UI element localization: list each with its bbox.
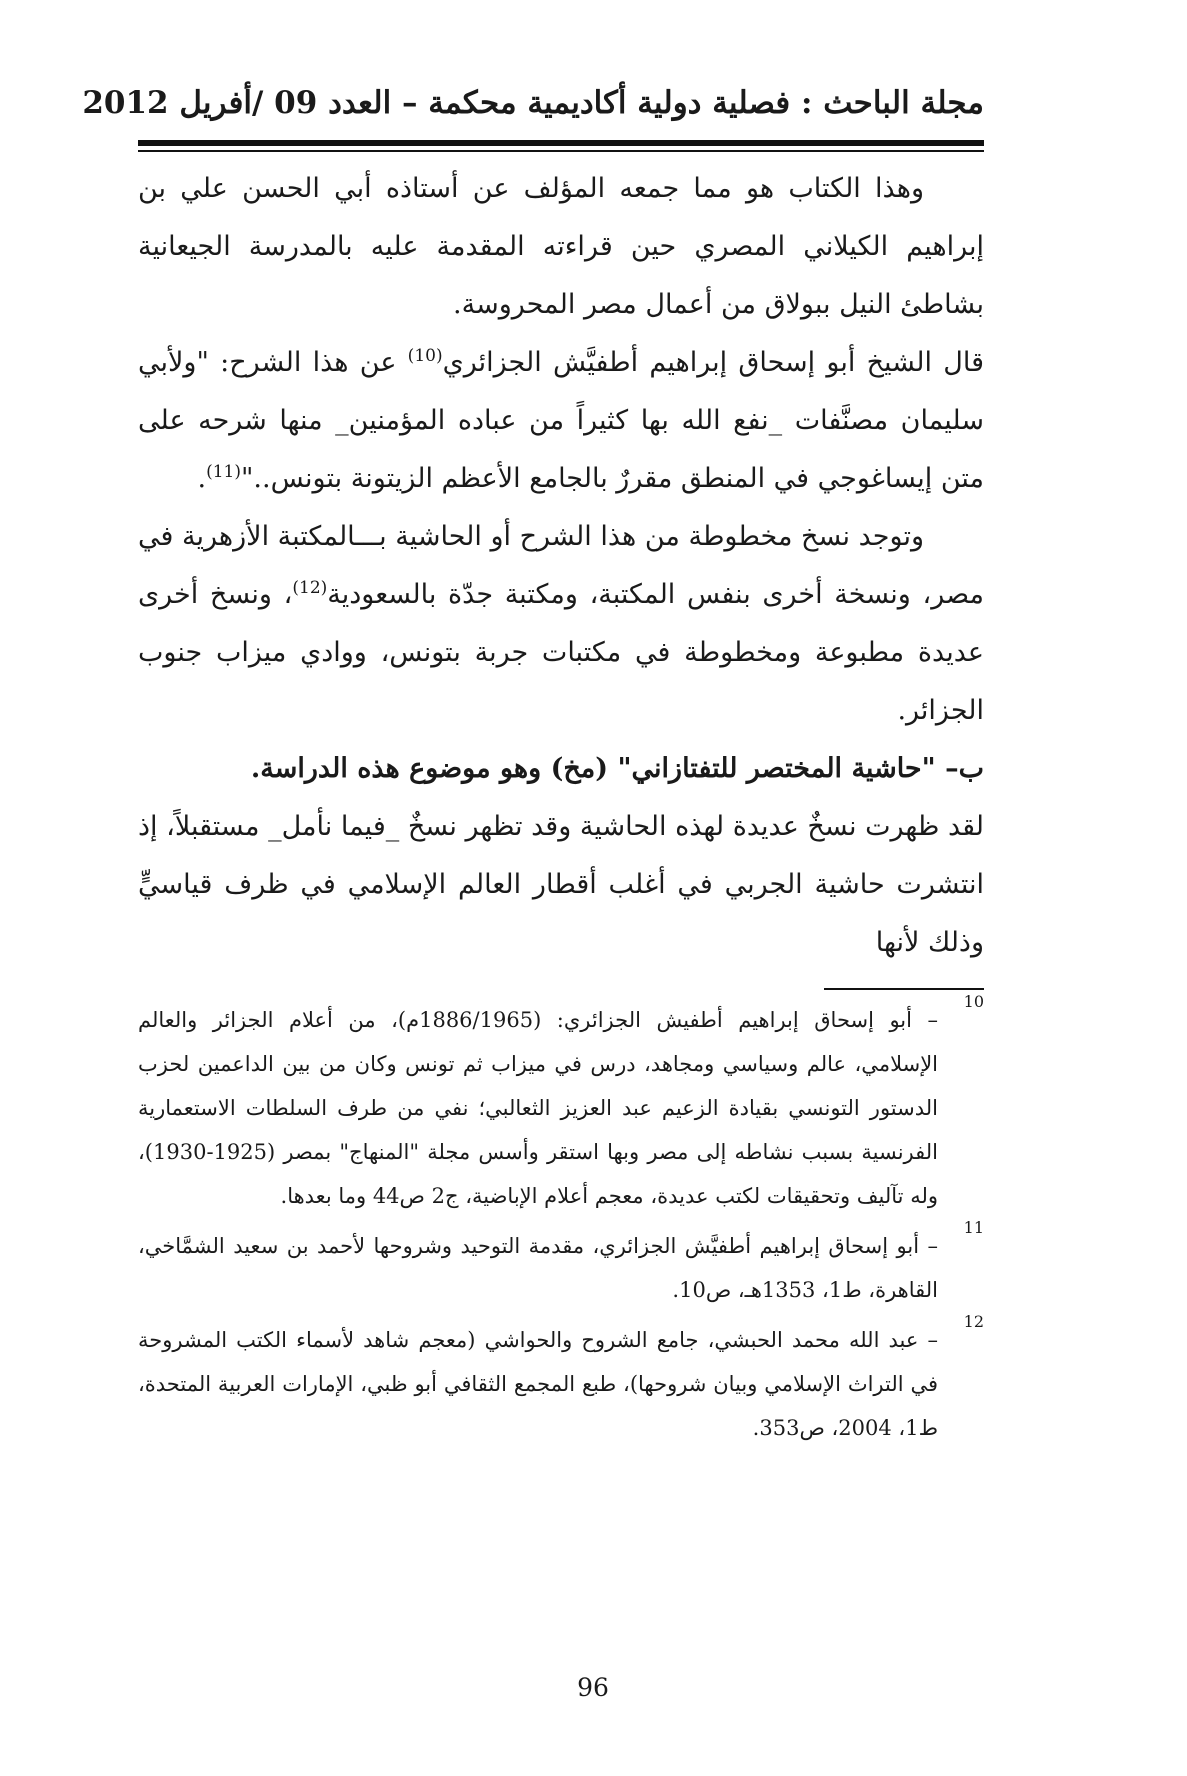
footnote-ref-12: (12) <box>292 578 328 598</box>
footnote-text: – أبو إسحاق إبراهيم أطفيش الجزائري: (1886/1965م)، من أعلام الجزائر والعالم الإسلامي، عالم وسياسي ومجاهد، درس في ميزاب ثم تونس وكان من بين الداعمين لحزب الدستور التونسي بقيادة الزعيم عبد العزيز الثعالبي؛ نفي من طرف السلطات الاستعمارية الفرنسية بسبب نشاطه إلى مصر وبها استقر وأسس مجلة "المنهاج" بمصر (1925-1930)، وله تآليف وتحقيقات لكتب عديدة، معجم أعلام الإباضية، ج2 ص44 وما بعدها. <box>138 1008 938 1208</box>
page-number: 96 <box>577 1673 609 1702</box>
footnote-number: 12 <box>963 1312 984 1331</box>
paragraph-3-text-start: وتوجد نسخ مخطوطة من هذا الشرح أو الحاشية بـــالمكتبة الأزهرية في مصر، ونسخة أخرى بنفس المكتبة، ومكتبة جدّة بالسعودية <box>138 521 985 610</box>
footnote-12 <box>138 1312 984 1450</box>
header-rule-thick <box>138 140 984 146</box>
footnote-ref-10: (10) <box>407 346 443 366</box>
footnote-text: – أبو إسحاق إبراهيم أطفيَّش الجزائري، مقدمة التوحيد وشروحها لأحمد بن سعيد الشمَّاخي، القاهرة، ط1، 1353هـ، ص10. <box>138 1234 938 1302</box>
paragraph-2 <box>138 334 984 508</box>
footnotes-section <box>138 992 984 1456</box>
journal-header-title: مجلة الباحث : فصلية دولية أكاديمية محكمة – العدد 09 /أفريل 2012 <box>82 85 984 121</box>
paragraph-2-text-start: قال الشيخ أبو إسحاق إبراهيم أطفيَّش الجزائري <box>442 347 984 378</box>
footnote-text: – عبد الله محمد الحبشي، جامع الشروح والحواشي (معجم شاهد لأسماء الكتب المشروحة في التراث الإسلامي وبيان شروحها)، طبع المجمع الثقافي أبو ظبي، الإمارات العربية المتحدة، ط1، 2004، ص353. <box>138 1328 938 1440</box>
paragraph-2-text-end: . <box>197 463 207 494</box>
section-subheading: ب– "حاشية المختصر للتفتازاني" (مخ) وهو موضوع هذه الدراسة. <box>250 753 984 784</box>
paragraph-3 <box>138 508 984 740</box>
footnote-number: 10 <box>963 992 984 1011</box>
footnote-11 <box>138 1218 984 1312</box>
footnote-number: 11 <box>963 1218 984 1237</box>
main-body-text <box>138 160 984 972</box>
footnote-ref-11: (11) <box>206 462 242 482</box>
paragraph-3-text-end: ، ونسخ أخرى عديدة مطبوعة ومخطوطة في مكتبات جربة بتونس، ووادي ميزاب جنوب الجزائر. <box>138 579 984 726</box>
footnote-10 <box>138 992 984 1218</box>
paragraph-2-text-middle: عن هذا الشرح: "ولأبي سليمان مصنَّفات _نفع الله بها كثيراً من عباده المؤمنين_ منها شرحه على متن إيساغوجي في المنطق مقررٌ بالجامع الأعظم الزيتونة بتونس.." <box>138 347 984 494</box>
footnote-separator <box>824 988 984 990</box>
paragraph-4: لقد ظهرت نسخٌ عديدة لهذه الحاشية وقد تظهر نسخٌ _فيما نأمل_ مستقبلاً، إذ انتشرت حاشية الجربي في أغلب أقطار العالم الإسلامي في ظرف قياسيٍّ وذلك لأنها <box>138 811 984 958</box>
paragraph-1: وهذا الكتاب هو مما جمعه المؤلف عن أستاذه أبي الحسن علي بن إبراهيم الكيلاني المصري حين قراءته المقدمة عليه بالمدرسة الجيعانية بشاطئ النيل ببولاق من أعمال مصر المحروسة. <box>138 173 984 320</box>
header-rule-thin <box>138 150 984 152</box>
